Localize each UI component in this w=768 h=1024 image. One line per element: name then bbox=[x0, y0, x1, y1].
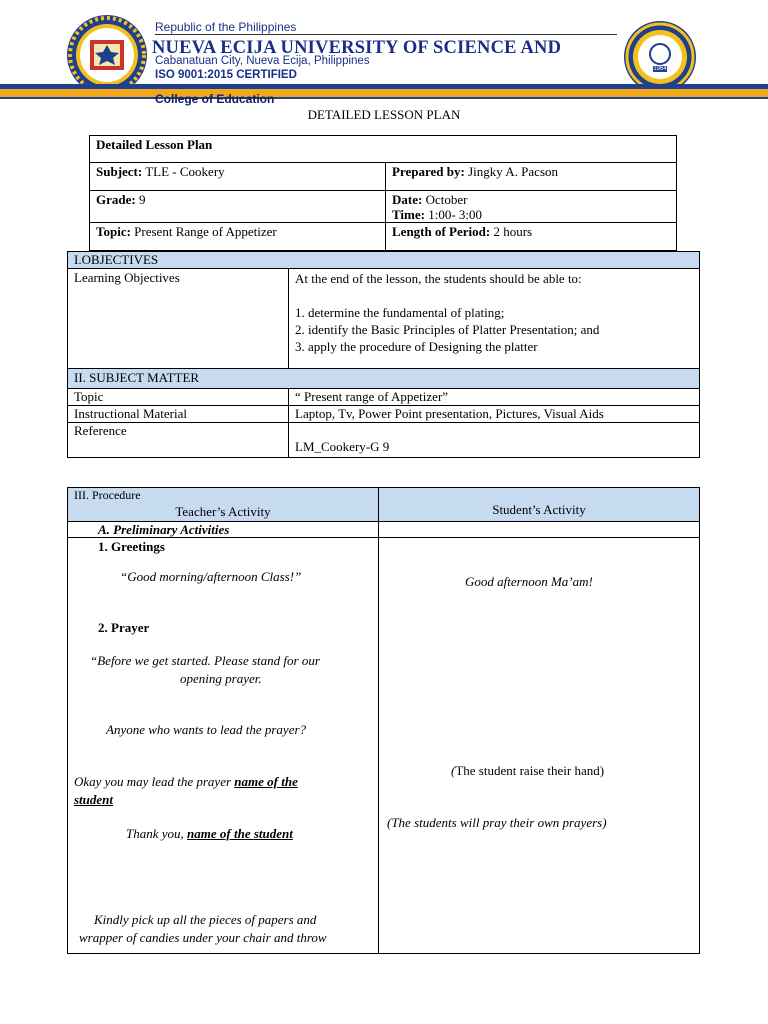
topic-label: Topic: bbox=[96, 224, 131, 239]
header-divider bbox=[155, 34, 617, 35]
greetings-teacher-line: “Good morning/afternoon Class!” bbox=[120, 569, 302, 584]
time-value: 1:00- 3:00 bbox=[428, 207, 483, 222]
section-a-cell bbox=[68, 522, 379, 538]
section-a-student-cell bbox=[379, 522, 700, 538]
raise-hand-text: The student raise their hand) bbox=[455, 763, 605, 778]
sm-topic-label: Topic bbox=[74, 389, 104, 404]
objectives-heading-cell bbox=[68, 252, 700, 269]
university-name: NUEVA ECIJA UNIVERSITY OF SCIENCE AND bbox=[152, 38, 562, 58]
time-line bbox=[392, 207, 670, 222]
republic-text: Republic of the Philippines bbox=[155, 20, 297, 34]
teacher-header-cell bbox=[68, 488, 379, 522]
subject-value: TLE - Cookery bbox=[145, 164, 225, 179]
time-label: Time: bbox=[392, 207, 425, 222]
lesson-info-table bbox=[89, 135, 677, 251]
prayer-ask-line: Anyone who wants to lead the prayer? bbox=[106, 722, 307, 737]
name-of-student-a: name of the bbox=[234, 774, 298, 789]
header-band-gold bbox=[0, 89, 768, 97]
name-of-student: name of the student bbox=[187, 826, 293, 841]
objective-item: 2. identify the Basic Principles of Platter Presentation; and bbox=[295, 322, 600, 337]
objectives-label: Learning Objectives bbox=[74, 270, 180, 285]
teacher-activity-cell bbox=[68, 538, 379, 954]
length-value: 2 hours bbox=[493, 224, 533, 239]
sm-reference-value: LM_Cookery-G 9 bbox=[295, 439, 390, 454]
topic-cell bbox=[90, 223, 386, 251]
name-of-student-b: student bbox=[74, 792, 114, 807]
sm-material-value: Laptop, Tv, Power Point presentation, Pictures, Visual Aids bbox=[295, 406, 604, 421]
prayer-line-1: “Before we get started. Please stand for our bbox=[90, 653, 320, 668]
objectives-intro: At the end of the lesson, the students should be able to: bbox=[295, 271, 582, 286]
grade-value: 9 bbox=[138, 192, 146, 207]
student-activity-cell bbox=[379, 538, 700, 954]
grade-cell bbox=[90, 191, 386, 223]
objective-item: 3. apply the procedure of Designing the platter bbox=[295, 339, 538, 354]
objective-item: 1. determine the fundamental of plating; bbox=[295, 305, 505, 320]
header-band-line bbox=[0, 97, 768, 99]
prayer-okay-text: Okay you may lead the prayer bbox=[74, 774, 235, 789]
date-line bbox=[392, 192, 670, 207]
pickup-line-2: wrapper of candies under your chair and throw bbox=[79, 930, 327, 945]
subject-matter-heading: II. SUBJECT MATTER bbox=[74, 370, 200, 385]
subject-cell bbox=[90, 163, 386, 191]
raise-hand-paren: ( bbox=[451, 763, 456, 778]
prepared-label: Prepared by: bbox=[392, 164, 465, 179]
info-heading-cell bbox=[90, 136, 677, 163]
greetings-title: 1. Greetings bbox=[98, 539, 165, 554]
date-value: October bbox=[425, 192, 468, 207]
teacher-activity-header: Teacher’s Activity bbox=[175, 504, 271, 519]
objectives-table bbox=[67, 251, 700, 458]
objectives-content-cell bbox=[289, 269, 700, 369]
prayer-title: 2. Prayer bbox=[98, 620, 150, 635]
sm-topic-value-cell bbox=[289, 389, 700, 406]
subject-label: Subject: bbox=[96, 164, 143, 179]
procedure-heading: III. Procedure bbox=[74, 488, 141, 502]
prayer-okay-line bbox=[74, 774, 298, 790]
prepared-value: Jingky A. Pacson bbox=[468, 164, 558, 179]
college-seal-right bbox=[623, 20, 697, 94]
university-address: Cabanatuan City, Nueva Ecija, Philippines bbox=[155, 55, 370, 67]
topic-value: Present Range of Appetizer bbox=[134, 224, 277, 239]
college-name: College of Education bbox=[155, 92, 275, 106]
greetings-student-line: Good afternoon Ma’am! bbox=[465, 574, 593, 589]
sm-reference-label-cell bbox=[68, 423, 289, 458]
thank-you-line bbox=[126, 826, 293, 842]
student-header-cell bbox=[379, 488, 700, 522]
document-title: DETAILED LESSON PLAN bbox=[307, 107, 461, 122]
pickup-line-1: Kindly pick up all the pieces of papers and bbox=[94, 912, 317, 927]
objectives-heading: I.OBJECTIVES bbox=[74, 252, 159, 267]
students-pray-line: (The students will pray their own prayers) bbox=[387, 815, 607, 830]
section-a-title: A. Preliminary Activities bbox=[98, 522, 230, 537]
sm-material-label: Instructional Material bbox=[74, 406, 187, 421]
grade-label: Grade: bbox=[96, 192, 136, 207]
prepared-cell bbox=[386, 163, 677, 191]
procedure-table bbox=[67, 487, 700, 954]
raise-hand-line bbox=[451, 763, 604, 779]
thank-you-text: Thank you, bbox=[126, 826, 188, 841]
info-heading: Detailed Lesson Plan bbox=[96, 137, 213, 152]
iso-certification: ISO 9001:2015 CERTIFIED bbox=[155, 69, 297, 81]
subject-matter-heading-cell bbox=[68, 369, 700, 389]
sm-reference-label: Reference bbox=[74, 423, 127, 438]
student-activity-header: Student’s Activity bbox=[492, 501, 586, 517]
length-label: Length of Period: bbox=[392, 224, 491, 239]
prayer-line-2: opening prayer. bbox=[180, 671, 262, 686]
date-label: Date: bbox=[392, 192, 423, 207]
length-cell bbox=[386, 223, 677, 251]
sm-topic-value: “ Present range of Appetizer” bbox=[295, 389, 449, 404]
date-time-cell bbox=[386, 191, 677, 223]
sm-material-value-cell bbox=[289, 406, 700, 423]
objectives-label-cell bbox=[68, 269, 289, 369]
sm-topic-label-cell bbox=[68, 389, 289, 406]
seal-year: 1964 bbox=[653, 66, 667, 72]
sm-reference-value-cell bbox=[289, 423, 700, 458]
sm-material-label-cell bbox=[68, 406, 289, 423]
